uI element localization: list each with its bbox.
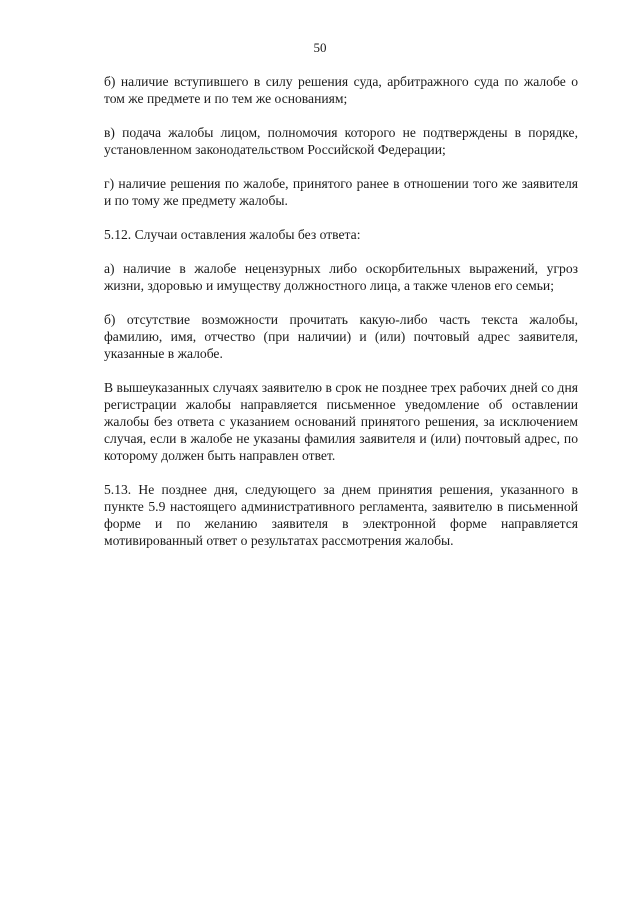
paragraph-item-b-court-decision: б) наличие вступившего в силу решения суда, арбитражного суда по жалобе о том же предмете и по тем же основаниям; <box>104 74 578 106</box>
paragraph-item-g-prior-decision: г) наличие решения по жалобе, принятого ранее в отношении того же заявителя и по тому же предмету жалобы. <box>104 176 578 208</box>
paragraph-section-5-13: 5.13. Не позднее дня, следующего за днем принятия решения, указанного в пункте 5.9 настоящего административного регламента, заявителю в письменной форме и по желанию заявителя в электронной форме направляется мотивированный ответ о результатах рассмотрения жалобы. <box>104 482 578 548</box>
paragraph-item-b-unreadable-text: б) отсутствие возможности прочитать какую-либо часть текста жалобы, фамилию, имя, отчество (при наличии) и (или) почтовый адрес заявителя, указанные в жалобе. <box>104 312 578 361</box>
paragraph-item-v-unauthorized-person: в) подача жалобы лицом, полномочия которого не подтверждены в порядке, установленном законодательством Российской Федерации; <box>104 125 578 157</box>
document-body <box>104 73 578 566</box>
paragraph-section-5-12-heading: 5.12. Случаи оставления жалобы без ответа: <box>104 227 361 242</box>
paragraph-item-a-obscene-language: а) наличие в жалобе нецензурных либо оскорбительных выражений, угроз жизни, здоровью и имуществу должностного лица, а также членов его семьи; <box>104 261 578 293</box>
paragraph-notification-rule: В вышеуказанных случаях заявителю в срок не позднее трех рабочих дней со дня регистрации жалобы направляется письменное уведомление об оставлении жалобы без ответа с указанием оснований принятого решения, за исключением случая, если в жалобе не указаны фамилия заявителя и (или) почтовый адрес, по которому должен быть направлен ответ. <box>104 380 578 463</box>
page-number: 50 <box>313 40 327 55</box>
